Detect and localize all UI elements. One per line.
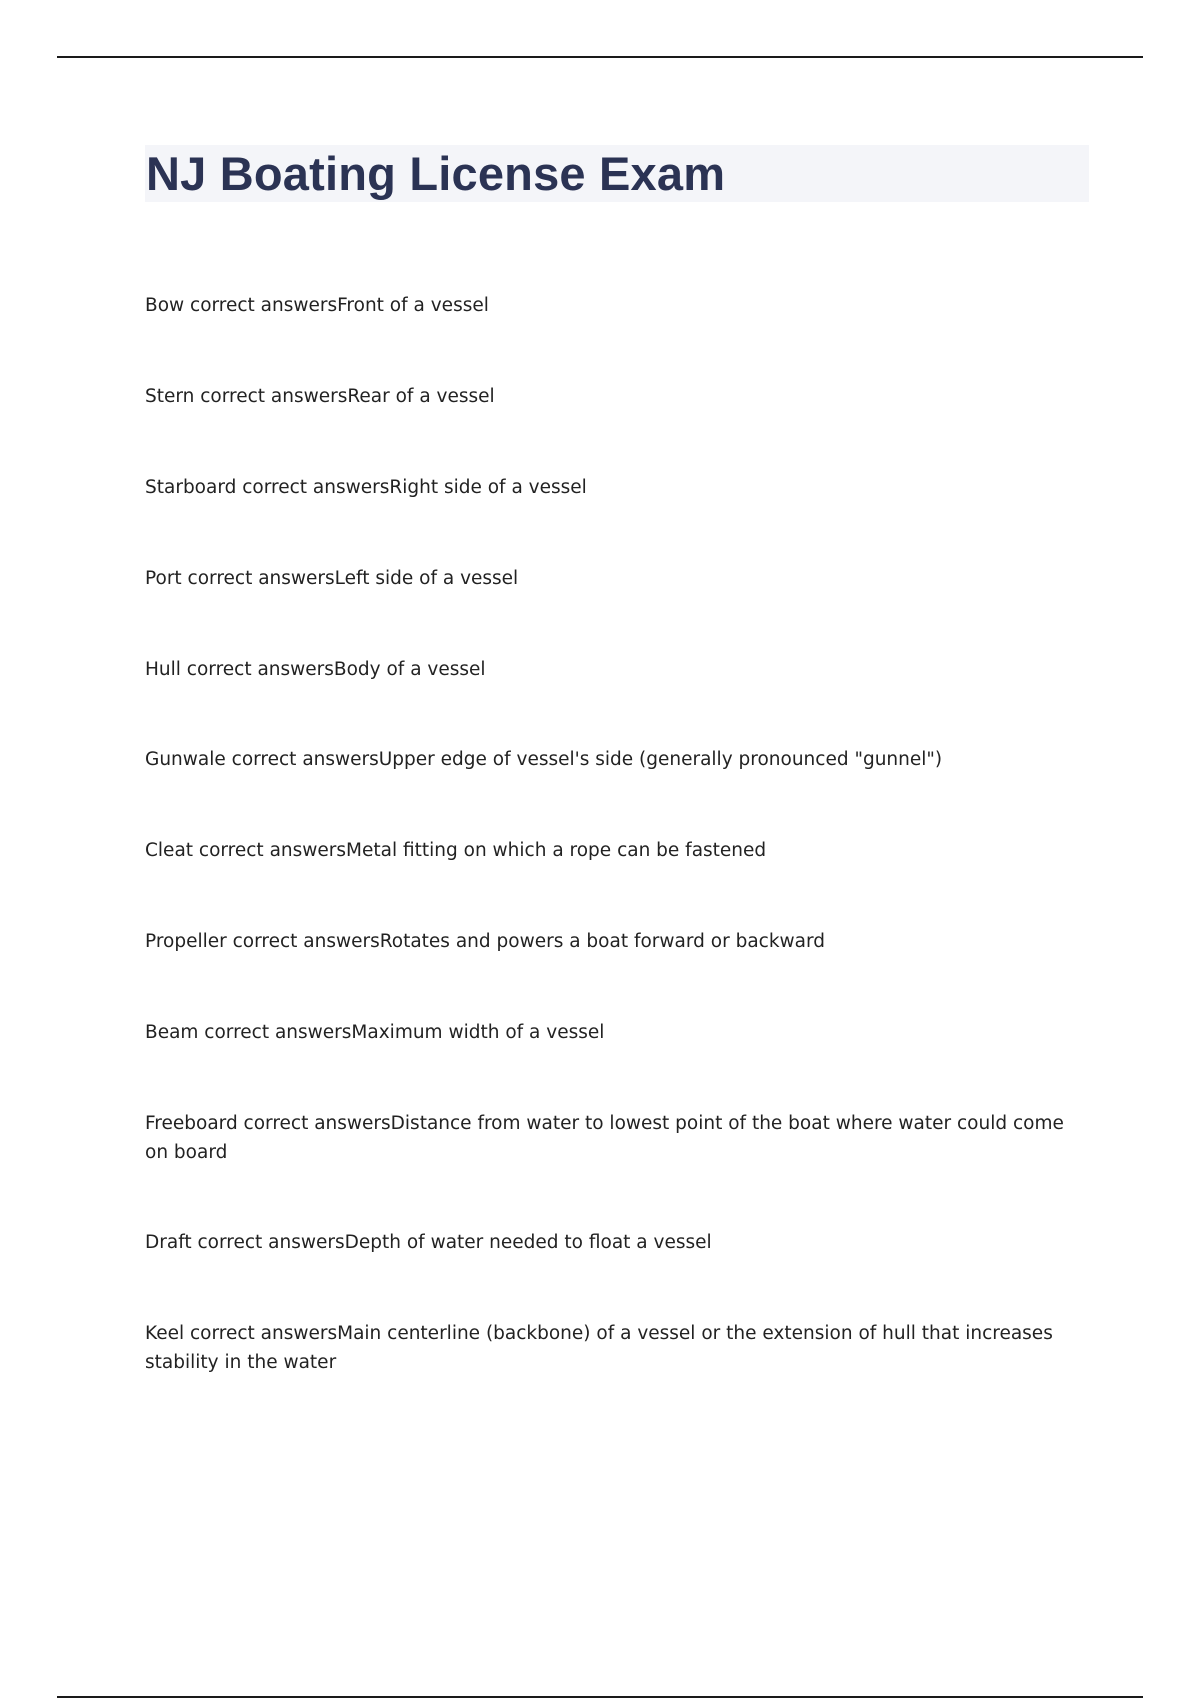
flashcard-starboard: Starboard correct answersRight side of a vessel xyxy=(145,477,587,498)
flashcard-draft: Draft correct answersDepth of water needed to float a vessel xyxy=(145,1232,712,1253)
bottom-rule xyxy=(57,1696,1143,1698)
flashcard-cleat: Cleat correct answersMetal fitting on which a rope can be fastened xyxy=(145,840,767,861)
flashcard-keel: Keel correct answersMain centerline (backbone) of a vessel or the extension of hull that increases stability in the water xyxy=(145,1323,1053,1373)
flashcard-freeboard: Freeboard correct answersDistance from water to lowest point of the boat where water could come on board xyxy=(145,1113,1064,1163)
flashcard-port: Port correct answersLeft side of a vessel xyxy=(145,568,519,589)
flashcard-hull: Hull correct answersBody of a vessel xyxy=(145,659,486,680)
top-rule xyxy=(57,56,1143,58)
flashcard-bow: Bow correct answersFront of a vessel xyxy=(145,295,489,316)
document-title: NJ Boating License Exam xyxy=(146,147,726,200)
flashcard-beam: Beam correct answersMaximum width of a vessel xyxy=(145,1022,605,1043)
flashcard-stern: Stern correct answersRear of a vessel xyxy=(145,386,495,407)
flashcard-propeller: Propeller correct answersRotates and powers a boat forward or backward xyxy=(145,931,826,952)
flashcard-gunwale: Gunwale correct answersUpper edge of vessel's side (generally pronounced "gunnel") xyxy=(145,749,943,770)
